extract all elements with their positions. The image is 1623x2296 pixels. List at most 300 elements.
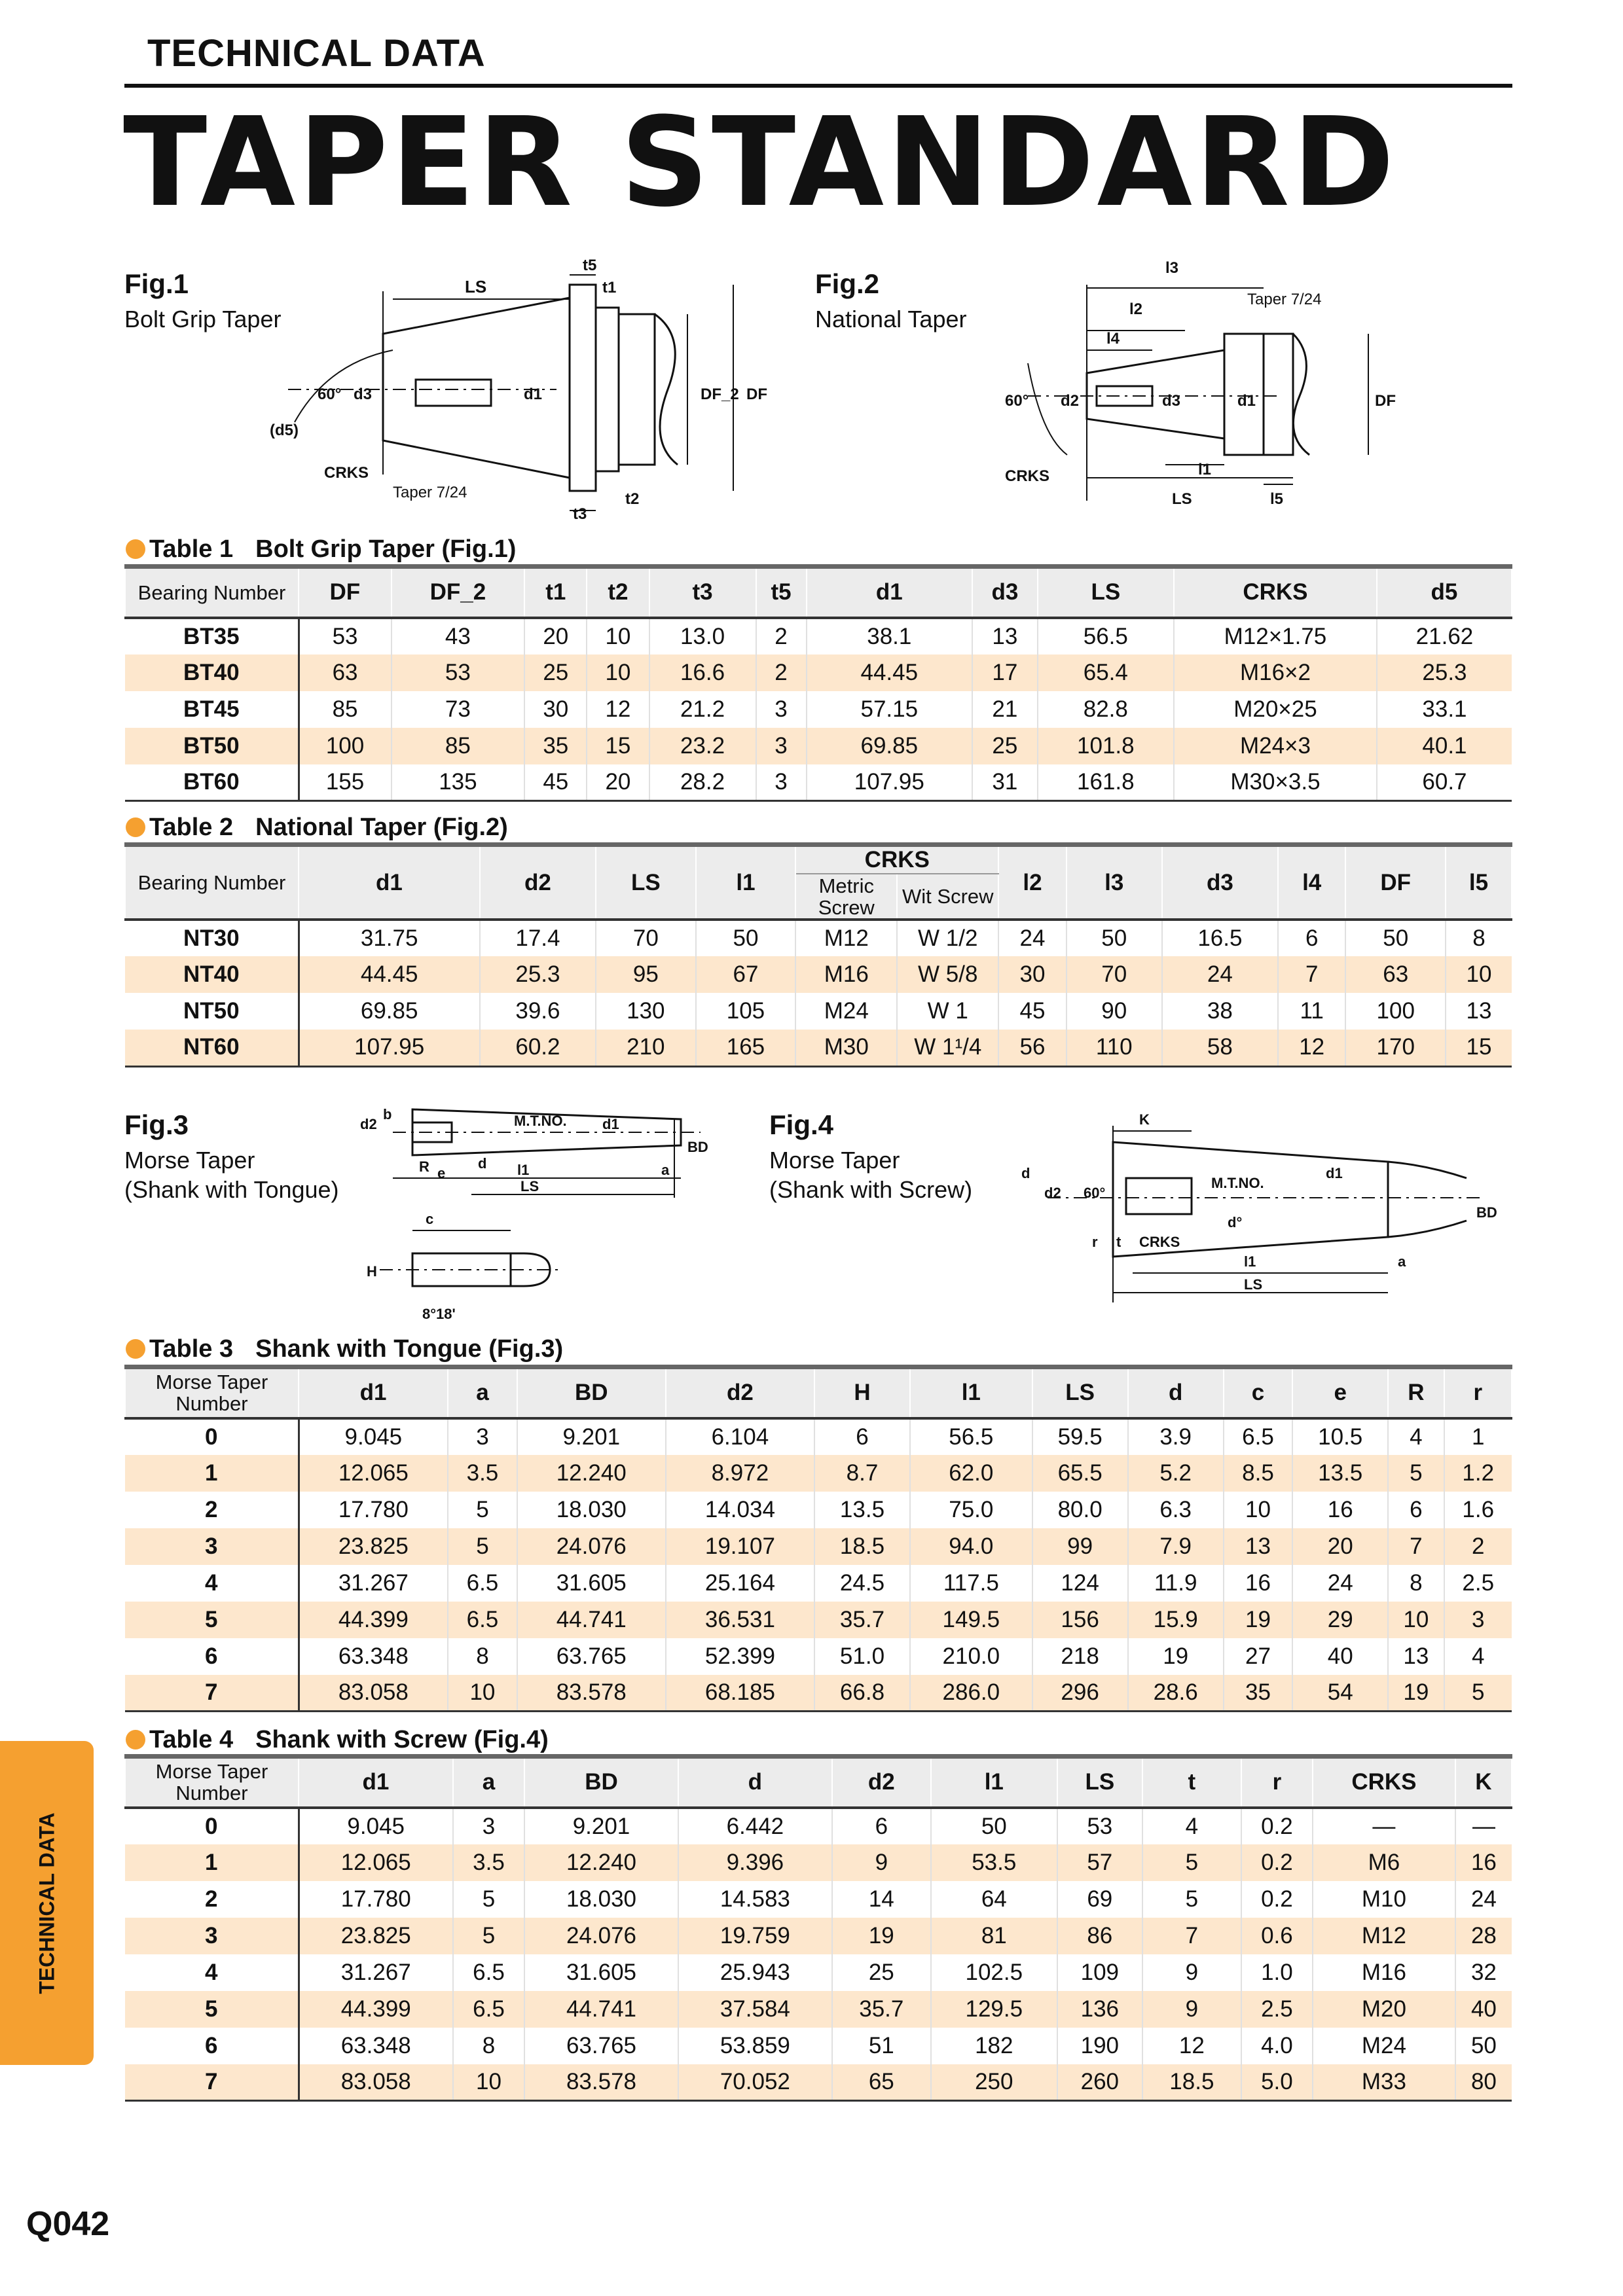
table-cell: 129.5	[931, 1991, 1057, 2028]
table-cell: 18.5	[1142, 2064, 1241, 2101]
table-cell: 1.6	[1444, 1492, 1512, 1528]
fig4-dim-label: a	[1398, 1253, 1406, 1270]
col-header: CRKS	[1174, 567, 1377, 618]
table-cell: 65.5	[1032, 1455, 1128, 1492]
col-header: a	[448, 1367, 517, 1418]
table-cell: 45	[998, 993, 1066, 1030]
table-cell: 63	[299, 655, 392, 691]
table-cell: 8	[1388, 1565, 1444, 1602]
fig1-dim-label: t3	[573, 505, 587, 523]
table-cell: 54	[1292, 1675, 1388, 1712]
fig3-caption-line1: Morse Taper	[124, 1147, 255, 1174]
row-label-cell: BT50	[125, 728, 299, 764]
table-cell: 0.2	[1241, 1844, 1313, 1881]
table-cell: 56.5	[1038, 618, 1174, 655]
table-cell: 35	[1224, 1675, 1293, 1712]
table-row	[125, 1954, 1512, 1991]
row-label-cell: 2	[125, 1881, 299, 1918]
table-cell: 81	[931, 1918, 1057, 1954]
table-row	[125, 618, 1512, 655]
table-cell: 12	[1278, 1030, 1345, 1066]
col-header: Metric Screw	[795, 874, 897, 920]
table-cell: 80.0	[1032, 1492, 1128, 1528]
col-header: l5	[1446, 845, 1512, 920]
table-cell: 16.6	[649, 655, 756, 691]
table-cell: M16	[795, 956, 897, 993]
table-cell: 24	[1292, 1565, 1388, 1602]
table-cell: 23.825	[299, 1918, 453, 1954]
table-cell: 44.45	[299, 956, 480, 993]
table-cell: 2.5	[1241, 1991, 1313, 2028]
fig1-dim-label: (d5)	[270, 422, 299, 439]
table-cell: 63.765	[517, 1638, 666, 1675]
table-row	[125, 920, 1512, 956]
col-header: l3	[1067, 845, 1162, 920]
table3	[124, 1365, 1512, 1712]
col-header: l2	[998, 845, 1066, 920]
col-header: K	[1455, 1757, 1512, 1808]
col-header: l1	[696, 845, 796, 920]
table-cell: 17.780	[299, 1881, 453, 1918]
table-cell: 83.578	[517, 1675, 666, 1712]
col-header: d1	[299, 845, 480, 920]
fig1-dim-label: DF	[746, 386, 767, 403]
fig1-label: Fig.1	[124, 268, 189, 299]
col-header: e	[1292, 1367, 1388, 1418]
table-cell: 9	[1142, 1954, 1241, 1991]
table-cell: W 1¹/4	[897, 1030, 998, 1066]
table-cell: M24	[1313, 2028, 1455, 2064]
table-cell: 100	[299, 728, 392, 764]
table2-title	[126, 814, 508, 842]
table-row	[125, 2028, 1512, 2064]
table-cell: 6.104	[666, 1418, 814, 1455]
table-cell: 65.4	[1038, 655, 1174, 691]
fig4-dim-label: BD	[1476, 1204, 1497, 1221]
table-cell: 10	[453, 2064, 524, 2101]
table-cell: 18.5	[814, 1528, 910, 1565]
table-cell: 67	[696, 956, 796, 993]
table-cell: M30×3.5	[1174, 764, 1377, 801]
table-row	[125, 1418, 1512, 1455]
table-cell: 2	[756, 618, 807, 655]
table-cell: 9	[832, 1844, 931, 1881]
table-cell: 83.578	[524, 2064, 678, 2101]
fig2-dim-label: l4	[1106, 330, 1120, 348]
table-cell: 25.3	[480, 956, 596, 993]
table-row	[125, 1638, 1512, 1675]
table-cell: 51.0	[814, 1638, 910, 1675]
table-cell: 11.9	[1128, 1565, 1224, 1602]
table-cell: 165	[696, 1030, 796, 1066]
table-cell: 43	[392, 618, 525, 655]
table-cell: 100	[1345, 993, 1446, 1030]
table-cell: 23.2	[649, 728, 756, 764]
table2-caption: National Taper (Fig.2)	[255, 814, 508, 841]
table-cell: 6	[814, 1418, 910, 1455]
table-cell: 16.5	[1162, 920, 1278, 956]
table-cell: 19	[1388, 1675, 1444, 1712]
table-cell: 30	[524, 691, 587, 728]
fig4-dim-label: l1	[1244, 1253, 1256, 1270]
table-cell: 9.396	[678, 1844, 832, 1881]
table-cell: 5	[453, 1881, 524, 1918]
fig3-dim-label: d2	[360, 1116, 377, 1132]
fig4-dim-label: r	[1092, 1234, 1098, 1250]
table-cell: 15	[1446, 1030, 1512, 1066]
table4	[124, 1754, 1512, 2102]
table-cell: 107.95	[807, 764, 973, 801]
table-cell: 30	[998, 956, 1066, 993]
table-cell: 50	[931, 1808, 1057, 1844]
table-cell: 135	[392, 764, 525, 801]
table-cell: 51	[832, 2028, 931, 2064]
table-cell: 4	[1444, 1638, 1512, 1675]
table-cell: 35	[524, 728, 587, 764]
table-cell: 218	[1032, 1638, 1128, 1675]
col-header: CRKS	[1313, 1757, 1455, 1808]
table-cell: 68.185	[666, 1675, 814, 1712]
col-header: H	[814, 1367, 910, 1418]
table2	[124, 842, 1512, 1067]
fig3-dim-label: R	[419, 1158, 429, 1175]
table-cell: M33	[1313, 2064, 1455, 2101]
table-cell: 44.45	[807, 655, 973, 691]
table-cell: 65	[832, 2064, 931, 2101]
table-cell: 136	[1057, 1991, 1142, 2028]
table-cell: 14.583	[678, 1881, 832, 1918]
col-header: Bearing Number	[125, 845, 299, 920]
table-cell: 210	[596, 1030, 696, 1066]
table-row	[125, 728, 1512, 764]
table-cell: 53.859	[678, 2028, 832, 2064]
table-cell: 53	[299, 618, 392, 655]
table-cell: 63.765	[524, 2028, 678, 2064]
fig3-caption-line2: (Shank with Tongue)	[124, 1176, 339, 1203]
table-cell: 124	[1032, 1565, 1128, 1602]
table-cell: 24.076	[524, 1918, 678, 1954]
table-row	[125, 993, 1512, 1030]
table-cell: 86	[1057, 1918, 1142, 1954]
table-cell: 53.5	[931, 1844, 1057, 1881]
table-cell: 40	[1292, 1638, 1388, 1675]
col-header: l1	[910, 1367, 1032, 1418]
table-cell: 5	[1388, 1455, 1444, 1492]
table-cell: —	[1455, 1808, 1512, 1844]
table-cell: M6	[1313, 1844, 1455, 1881]
col-header: d5	[1377, 567, 1512, 618]
col-header: c	[1224, 1367, 1293, 1418]
row-label-cell: 5	[125, 1991, 299, 2028]
table-cell: 23.825	[299, 1528, 448, 1565]
table-cell: 44.399	[299, 1602, 448, 1638]
fig2-dim-label: CRKS	[1005, 467, 1050, 485]
bullet-icon	[126, 539, 145, 559]
table-cell: 95	[596, 956, 696, 993]
table-cell: 17	[972, 655, 1038, 691]
fig2-dim-label: l3	[1165, 259, 1179, 277]
table-cell: 296	[1032, 1675, 1128, 1712]
table-cell: 38.1	[807, 618, 973, 655]
col-header: d2	[666, 1367, 814, 1418]
table-cell: W 1/2	[897, 920, 998, 956]
table-cell: 64	[931, 1881, 1057, 1918]
table-cell: 117.5	[910, 1565, 1032, 1602]
fig1-drawing	[268, 252, 805, 527]
table-cell: 10	[1446, 956, 1512, 993]
fig1-dim-label: 60°	[318, 386, 342, 403]
table-cell: 32	[1455, 1954, 1512, 1991]
row-label-cell: 4	[125, 1565, 299, 1602]
table-cell: 56	[998, 1030, 1066, 1066]
fig3-label: Fig.3	[124, 1109, 189, 1140]
table-cell: 8.972	[666, 1455, 814, 1492]
table3-title	[126, 1335, 563, 1363]
table-cell: 40	[1455, 1991, 1512, 2028]
row-label-cell: 1	[125, 1844, 299, 1881]
table-row	[125, 1602, 1512, 1638]
fig2-dim-label: 60°	[1005, 392, 1029, 410]
fig2-dim-label: d2	[1061, 392, 1080, 410]
table-cell: W 5/8	[897, 956, 998, 993]
table-cell: 35.7	[832, 1991, 931, 2028]
table-row	[125, 1675, 1512, 1712]
fig2-dim-label: d1	[1237, 392, 1256, 410]
col-header: a	[453, 1757, 524, 1808]
table-cell: 6	[1278, 920, 1345, 956]
table-cell: 8	[453, 2028, 524, 2064]
col-header: LS	[1038, 567, 1174, 618]
table-cell: 13.5	[1292, 1455, 1388, 1492]
table-row	[125, 2064, 1512, 2101]
bullet-icon	[126, 1339, 145, 1359]
table-cell: 33.1	[1377, 691, 1512, 728]
table-cell: 13	[1388, 1638, 1444, 1675]
table-cell: 6.3	[1128, 1492, 1224, 1528]
row-label-cell: 7	[125, 1675, 299, 1712]
col-header: Wit Screw	[897, 874, 998, 920]
table-cell: 44.741	[524, 1991, 678, 2028]
table-cell: 7	[1278, 956, 1345, 993]
table-cell: 5	[1444, 1675, 1512, 1712]
table-cell: 102.5	[931, 1954, 1057, 1991]
table-cell: 190	[1057, 2028, 1142, 2064]
table-cell: 21.62	[1377, 618, 1512, 655]
table-cell: 18.030	[524, 1881, 678, 1918]
table-cell: 28.6	[1128, 1675, 1224, 1712]
table-cell: 6.5	[453, 1991, 524, 2028]
table-cell: 50	[1345, 920, 1446, 956]
table-cell: 16	[1224, 1565, 1293, 1602]
fig4-dim-label: CRKS	[1139, 1234, 1180, 1250]
row-label-cell: 1	[125, 1455, 299, 1492]
table-cell: M12×1.75	[1174, 618, 1377, 655]
table-cell: 1.2	[1444, 1455, 1512, 1492]
col-header: l1	[931, 1757, 1057, 1808]
table-cell: 19	[1224, 1602, 1293, 1638]
table-cell: 9	[1142, 1991, 1241, 2028]
col-header: DF	[299, 567, 392, 618]
col-header: LS	[1032, 1367, 1128, 1418]
table-cell: M16×2	[1174, 655, 1377, 691]
table-cell: 66.8	[814, 1675, 910, 1712]
fig1-dim-label: d1	[524, 386, 543, 403]
table-cell: 0.2	[1241, 1808, 1313, 1844]
table-cell: 3	[453, 1808, 524, 1844]
table-cell: 9.045	[299, 1418, 448, 1455]
table-cell: 11	[1278, 993, 1345, 1030]
col-header: Bearing Number	[125, 567, 299, 618]
table-cell: 12	[587, 691, 649, 728]
table-cell: 8.5	[1224, 1455, 1293, 1492]
table-cell: 13	[972, 618, 1038, 655]
table-cell: 31.605	[524, 1954, 678, 1991]
table-cell: M20	[1313, 1991, 1455, 2028]
row-label-cell: NT60	[125, 1030, 299, 1066]
table-cell: 9.201	[517, 1418, 666, 1455]
table-cell: 21	[972, 691, 1038, 728]
table-cell: 12.065	[299, 1844, 453, 1881]
row-label-cell: 3	[125, 1528, 299, 1565]
table-row	[125, 764, 1512, 801]
table-cell: 38	[1162, 993, 1278, 1030]
table-cell: 99	[1032, 1528, 1128, 1565]
table-cell: 3	[448, 1418, 517, 1455]
fig2-label: Fig.2	[815, 268, 880, 299]
row-label-cell: 2	[125, 1492, 299, 1528]
table4-title	[126, 1726, 549, 1754]
table-cell: M20×25	[1174, 691, 1377, 728]
table-cell: 69	[1057, 1881, 1142, 1918]
table-cell: 21.2	[649, 691, 756, 728]
col-header: t1	[524, 567, 587, 618]
col-header: BD	[517, 1367, 666, 1418]
table-cell: 5	[448, 1492, 517, 1528]
table-cell: 6.442	[678, 1808, 832, 1844]
table-cell: 31.75	[299, 920, 480, 956]
table4-number: Table 4	[149, 1726, 234, 1753]
table-cell: 6.5	[448, 1565, 517, 1602]
table-cell: 105	[696, 993, 796, 1030]
table-cell: 13.5	[814, 1492, 910, 1528]
side-tab-label: TECHNICAL DATA	[35, 1812, 59, 1994]
fig1-caption: Bolt Grip Taper	[124, 306, 282, 332]
table-cell: M12	[795, 920, 897, 956]
fig1-dim-label: LS	[465, 277, 487, 296]
row-label-cell: BT60	[125, 764, 299, 801]
table-cell: 2.5	[1444, 1565, 1512, 1602]
table-cell: 109	[1057, 1954, 1142, 1991]
table-cell: 24	[998, 920, 1066, 956]
table-cell: 12.065	[299, 1455, 448, 1492]
table-cell: 27	[1224, 1638, 1293, 1675]
fig1-dim-label: DF_2	[701, 386, 739, 403]
table-cell: W 1	[897, 993, 998, 1030]
table-cell: 70.052	[678, 2064, 832, 2101]
table-cell: 155	[299, 764, 392, 801]
table-row	[125, 1881, 1512, 1918]
table-cell: 80	[1455, 2064, 1512, 2101]
row-label-cell: 0	[125, 1418, 299, 1455]
table-cell: 250	[931, 2064, 1057, 2101]
row-label-cell: BT45	[125, 691, 299, 728]
table-cell: 7	[1142, 1918, 1241, 1954]
table1-title	[126, 535, 516, 564]
col-header: t	[1142, 1757, 1241, 1808]
col-header: BD	[524, 1757, 678, 1808]
table-cell: 20	[1292, 1528, 1388, 1565]
table-cell: 4.0	[1241, 2028, 1313, 2064]
table-row	[125, 1844, 1512, 1881]
table3-number: Table 3	[149, 1335, 234, 1363]
table-cell: 3.5	[453, 1844, 524, 1881]
table-cell: 8	[448, 1638, 517, 1675]
table-cell: 5.2	[1128, 1455, 1224, 1492]
fig4-dim-label: M.T.NO.	[1211, 1175, 1264, 1191]
table-cell: 50	[696, 920, 796, 956]
fig2-dim-label: l5	[1270, 490, 1284, 508]
table-cell: 8	[1446, 920, 1512, 956]
fig1-dim-label: Taper 7/24	[393, 484, 467, 501]
table-cell: 24	[1162, 956, 1278, 993]
table-cell: 60.7	[1377, 764, 1512, 801]
table-cell: 40.1	[1377, 728, 1512, 764]
table-row	[125, 655, 1512, 691]
table-cell: 83.058	[299, 2064, 453, 2101]
table-cell: 3	[1444, 1602, 1512, 1638]
table-row	[125, 1808, 1512, 1844]
table3-caption: Shank with Tongue (Fig.3)	[255, 1335, 564, 1363]
table-cell: 10	[587, 655, 649, 691]
fig3-dim-label: 8°18'	[422, 1306, 456, 1322]
fig2-drawing	[1002, 259, 1408, 527]
table-cell: 130	[596, 993, 696, 1030]
table-cell: 25	[832, 1954, 931, 1991]
page-title: TAPER STANDARD	[123, 91, 1397, 234]
table-cell: 69.85	[299, 993, 480, 1030]
col-header: Morse Taper Number	[125, 1757, 299, 1808]
table-cell: 82.8	[1038, 691, 1174, 728]
table-row	[125, 1455, 1512, 1492]
row-label-cell: BT35	[125, 618, 299, 655]
table-cell: 6.5	[1224, 1418, 1293, 1455]
table-cell: 4	[1142, 1808, 1241, 1844]
table-cell: 90	[1067, 993, 1162, 1030]
table-cell: 31.605	[517, 1565, 666, 1602]
table-cell: 10.5	[1292, 1418, 1388, 1455]
table-cell: 182	[931, 2028, 1057, 2064]
table-cell: 24.076	[517, 1528, 666, 1565]
table-cell: 3	[756, 728, 807, 764]
fig4-caption-line1: Morse Taper	[769, 1147, 900, 1174]
table2-number: Table 2	[149, 814, 234, 841]
side-tab[interactable]	[0, 1741, 94, 2065]
table-row	[125, 1565, 1512, 1602]
fig2-dim-label: DF	[1375, 392, 1396, 410]
table-cell: M24×3	[1174, 728, 1377, 764]
col-header: Morse Taper Number	[125, 1367, 299, 1418]
fig2-dim-label: d3	[1162, 392, 1181, 410]
col-header: DF_2	[392, 567, 525, 618]
fig2-caption: National Taper	[815, 306, 967, 332]
table-cell: 12.240	[524, 1844, 678, 1881]
table-cell: 149.5	[910, 1602, 1032, 1638]
table-cell: 13.0	[649, 618, 756, 655]
row-label-cell: 3	[125, 1918, 299, 1954]
fig4-dim-label: K	[1139, 1111, 1150, 1128]
header-rule	[124, 84, 1512, 88]
fig1-dim-label: t1	[602, 279, 617, 296]
